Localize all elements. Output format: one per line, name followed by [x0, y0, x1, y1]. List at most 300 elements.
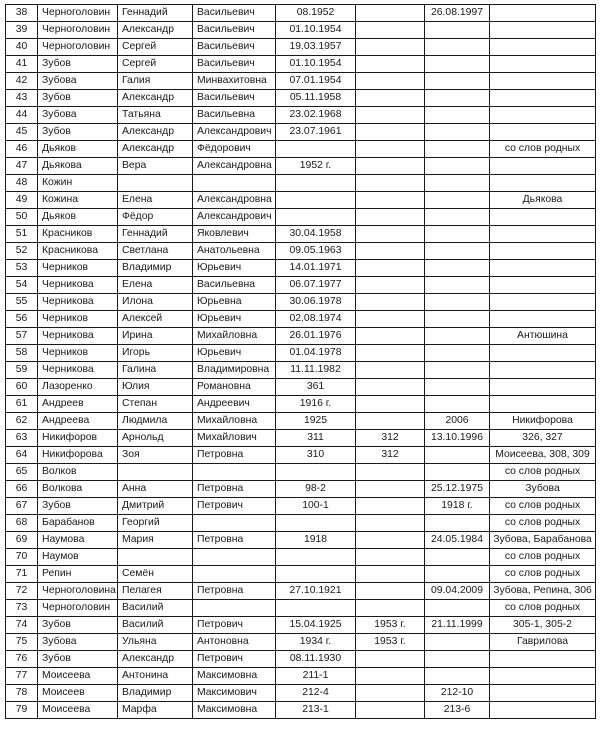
note-cell: со слов родных	[490, 549, 596, 566]
death-date-cell	[425, 651, 490, 668]
surname-cell: Зубова	[38, 107, 118, 124]
row-number-cell: 39	[6, 22, 38, 39]
note-cell: Зубова	[490, 481, 596, 498]
extra-record-cell	[356, 175, 425, 192]
table-row	[6, 124, 596, 141]
patronymic-cell	[193, 175, 276, 192]
death-date-cell	[425, 158, 490, 175]
extra-record-cell	[356, 413, 425, 430]
death-date-cell	[425, 22, 490, 39]
death-date-cell: 09.04.2009	[425, 583, 490, 600]
row-number-cell: 58	[6, 345, 38, 362]
note-cell	[490, 90, 596, 107]
patronymic-cell: Фёдорович	[193, 141, 276, 158]
table-row	[6, 396, 596, 413]
extra-record-cell: 1953 г.	[356, 617, 425, 634]
table-row	[6, 617, 596, 634]
extra-record-cell	[356, 702, 425, 719]
patronymic-cell: Петрович	[193, 617, 276, 634]
extra-record-cell	[356, 22, 425, 39]
note-cell: Антюшина	[490, 328, 596, 345]
table-row	[6, 226, 596, 243]
register-table	[5, 4, 596, 719]
note-cell	[490, 107, 596, 124]
patronymic-cell: Владимировна	[193, 362, 276, 379]
patronymic-cell: Петрович	[193, 498, 276, 515]
patronymic-cell: Васильевич	[193, 56, 276, 73]
birth-date-cell	[276, 141, 356, 158]
note-cell	[490, 260, 596, 277]
patronymic-cell: Максимовна	[193, 702, 276, 719]
note-cell	[490, 39, 596, 56]
first-name-cell: Игорь	[118, 345, 193, 362]
note-cell	[490, 685, 596, 702]
row-number-cell: 75	[6, 634, 38, 651]
note-cell	[490, 226, 596, 243]
birth-date-cell: 05.11.1958	[276, 90, 356, 107]
death-date-cell	[425, 192, 490, 209]
death-date-cell	[425, 56, 490, 73]
row-number-cell: 42	[6, 73, 38, 90]
first-name-cell: Геннадий	[118, 5, 193, 22]
note-cell: со слов родных	[490, 515, 596, 532]
first-name-cell: Ульяна	[118, 634, 193, 651]
register-table-body	[6, 5, 596, 719]
note-cell: со слов родных	[490, 498, 596, 515]
row-number-cell: 76	[6, 651, 38, 668]
patronymic-cell: Васильевна	[193, 107, 276, 124]
death-date-cell	[425, 209, 490, 226]
note-cell: со слов родных	[490, 566, 596, 583]
death-date-cell: 26.08.1997	[425, 5, 490, 22]
birth-date-cell: 310	[276, 447, 356, 464]
first-name-cell: Степан	[118, 396, 193, 413]
note-cell	[490, 294, 596, 311]
patronymic-cell: Петровна	[193, 481, 276, 498]
extra-record-cell	[356, 566, 425, 583]
row-number-cell: 68	[6, 515, 38, 532]
table-row	[6, 668, 596, 685]
surname-cell: Черноголовин	[38, 22, 118, 39]
first-name-cell: Алексей	[118, 311, 193, 328]
note-cell	[490, 158, 596, 175]
note-cell: Никифорова	[490, 413, 596, 430]
birth-date-cell: 09.05.1963	[276, 243, 356, 260]
row-number-cell: 60	[6, 379, 38, 396]
extra-record-cell: 1953 г.	[356, 634, 425, 651]
surname-cell: Волков	[38, 464, 118, 481]
death-date-cell	[425, 226, 490, 243]
note-cell: 326, 327	[490, 430, 596, 447]
first-name-cell	[118, 464, 193, 481]
first-name-cell: Анна	[118, 481, 193, 498]
table-row	[6, 73, 596, 90]
patronymic-cell: Романовна	[193, 379, 276, 396]
table-row	[6, 430, 596, 447]
death-date-cell: 24.05.1984	[425, 532, 490, 549]
patronymic-cell: Максимовна	[193, 668, 276, 685]
note-cell: Моисеева, 308, 309	[490, 447, 596, 464]
surname-cell: Черников	[38, 260, 118, 277]
patronymic-cell: Андреевич	[193, 396, 276, 413]
table-row	[6, 651, 596, 668]
surname-cell: Черникова	[38, 294, 118, 311]
patronymic-cell: Александровна	[193, 192, 276, 209]
surname-cell: Зубов	[38, 617, 118, 634]
surname-cell: Дьяков	[38, 209, 118, 226]
note-cell: со слов родных	[490, 600, 596, 617]
death-date-cell	[425, 39, 490, 56]
birth-date-cell: 98-2	[276, 481, 356, 498]
first-name-cell: Светлана	[118, 243, 193, 260]
extra-record-cell	[356, 532, 425, 549]
table-row	[6, 600, 596, 617]
extra-record-cell	[356, 311, 425, 328]
first-name-cell: Антонина	[118, 668, 193, 685]
first-name-cell: Арнольд	[118, 430, 193, 447]
table-row	[6, 107, 596, 124]
birth-date-cell: 1918	[276, 532, 356, 549]
patronymic-cell: Александрович	[193, 209, 276, 226]
extra-record-cell	[356, 651, 425, 668]
patronymic-cell: Александрович	[193, 124, 276, 141]
surname-cell: Наумова	[38, 532, 118, 549]
note-cell	[490, 22, 596, 39]
row-number-cell: 50	[6, 209, 38, 226]
table-row	[6, 192, 596, 209]
table-row	[6, 209, 596, 226]
first-name-cell: Василий	[118, 600, 193, 617]
birth-date-cell: 211-1	[276, 668, 356, 685]
extra-record-cell	[356, 158, 425, 175]
burial-register-sheet	[5, 4, 595, 719]
birth-date-cell: 07.01.1954	[276, 73, 356, 90]
table-row	[6, 90, 596, 107]
note-cell	[490, 379, 596, 396]
row-number-cell: 62	[6, 413, 38, 430]
extra-record-cell	[356, 362, 425, 379]
table-row	[6, 685, 596, 702]
first-name-cell	[118, 175, 193, 192]
note-cell: Зубова, Репина, 306	[490, 583, 596, 600]
death-date-cell	[425, 515, 490, 532]
table-row	[6, 566, 596, 583]
first-name-cell: Марфа	[118, 702, 193, 719]
birth-date-cell: 23.07.1961	[276, 124, 356, 141]
extra-record-cell	[356, 464, 425, 481]
surname-cell: Барабанов	[38, 515, 118, 532]
first-name-cell: Галия	[118, 73, 193, 90]
surname-cell: Кожин	[38, 175, 118, 192]
surname-cell: Кожина	[38, 192, 118, 209]
row-number-cell: 77	[6, 668, 38, 685]
row-number-cell: 73	[6, 600, 38, 617]
birth-date-cell	[276, 566, 356, 583]
death-date-cell	[425, 107, 490, 124]
row-number-cell: 54	[6, 277, 38, 294]
death-date-cell: 2006	[425, 413, 490, 430]
death-date-cell	[425, 260, 490, 277]
row-number-cell: 66	[6, 481, 38, 498]
death-date-cell	[425, 566, 490, 583]
extra-record-cell	[356, 277, 425, 294]
row-number-cell: 44	[6, 107, 38, 124]
table-row	[6, 328, 596, 345]
first-name-cell: Людмила	[118, 413, 193, 430]
extra-record-cell	[356, 498, 425, 515]
patronymic-cell	[193, 566, 276, 583]
death-date-cell: 13.10.1996	[425, 430, 490, 447]
first-name-cell: Илона	[118, 294, 193, 311]
note-cell	[490, 175, 596, 192]
row-number-cell: 78	[6, 685, 38, 702]
first-name-cell: Пелагея	[118, 583, 193, 600]
death-date-cell: 25.12.1975	[425, 481, 490, 498]
first-name-cell: Юлия	[118, 379, 193, 396]
death-date-cell: 1918 г.	[425, 498, 490, 515]
birth-date-cell: 08.11.1930	[276, 651, 356, 668]
note-cell	[490, 277, 596, 294]
table-row	[6, 583, 596, 600]
surname-cell: Зубова	[38, 73, 118, 90]
death-date-cell: 21.11.1999	[425, 617, 490, 634]
first-name-cell: Владимир	[118, 685, 193, 702]
surname-cell: Дьякова	[38, 158, 118, 175]
surname-cell: Наумов	[38, 549, 118, 566]
row-number-cell: 49	[6, 192, 38, 209]
extra-record-cell	[356, 192, 425, 209]
first-name-cell: Елена	[118, 192, 193, 209]
note-cell: Дьякова	[490, 192, 596, 209]
first-name-cell: Александр	[118, 22, 193, 39]
extra-record-cell	[356, 107, 425, 124]
surname-cell: Зубов	[38, 124, 118, 141]
first-name-cell: Мария	[118, 532, 193, 549]
table-row	[6, 702, 596, 719]
first-name-cell: Ирина	[118, 328, 193, 345]
birth-date-cell: 1916 г.	[276, 396, 356, 413]
row-number-cell: 45	[6, 124, 38, 141]
birth-date-cell: 19.03.1957	[276, 39, 356, 56]
death-date-cell	[425, 634, 490, 651]
table-row	[6, 498, 596, 515]
surname-cell: Черников	[38, 311, 118, 328]
patronymic-cell	[193, 515, 276, 532]
row-number-cell: 61	[6, 396, 38, 413]
row-number-cell: 56	[6, 311, 38, 328]
patronymic-cell: Юрьевна	[193, 294, 276, 311]
extra-record-cell	[356, 90, 425, 107]
note-cell	[490, 243, 596, 260]
death-date-cell	[425, 447, 490, 464]
note-cell	[490, 209, 596, 226]
row-number-cell: 38	[6, 5, 38, 22]
surname-cell: Моисеева	[38, 702, 118, 719]
patronymic-cell: Михайловна	[193, 328, 276, 345]
surname-cell: Черноголовина	[38, 583, 118, 600]
birth-date-cell: 01.10.1954	[276, 56, 356, 73]
birth-date-cell: 06.07.1977	[276, 277, 356, 294]
extra-record-cell: 312	[356, 447, 425, 464]
first-name-cell: Александр	[118, 124, 193, 141]
patronymic-cell: Петрович	[193, 651, 276, 668]
patronymic-cell: Михайлович	[193, 430, 276, 447]
surname-cell: Андреев	[38, 396, 118, 413]
note-cell	[490, 345, 596, 362]
death-date-cell	[425, 90, 490, 107]
table-row	[6, 277, 596, 294]
birth-date-cell: 1952 г.	[276, 158, 356, 175]
birth-date-cell	[276, 175, 356, 192]
extra-record-cell	[356, 379, 425, 396]
patronymic-cell: Александровна	[193, 158, 276, 175]
death-date-cell	[425, 668, 490, 685]
extra-record-cell	[356, 243, 425, 260]
first-name-cell: Вера	[118, 158, 193, 175]
extra-record-cell	[356, 5, 425, 22]
row-number-cell: 52	[6, 243, 38, 260]
first-name-cell: Елена	[118, 277, 193, 294]
patronymic-cell: Юрьевич	[193, 260, 276, 277]
note-cell	[490, 702, 596, 719]
note-cell	[490, 668, 596, 685]
patronymic-cell: Васильевич	[193, 90, 276, 107]
surname-cell: Моисеева	[38, 668, 118, 685]
death-date-cell	[425, 243, 490, 260]
table-row	[6, 141, 596, 158]
table-row	[6, 413, 596, 430]
extra-record-cell	[356, 481, 425, 498]
surname-cell: Черников	[38, 345, 118, 362]
first-name-cell: Александр	[118, 141, 193, 158]
extra-record-cell	[356, 345, 425, 362]
surname-cell: Репин	[38, 566, 118, 583]
extra-record-cell	[356, 226, 425, 243]
table-row	[6, 260, 596, 277]
first-name-cell: Сергей	[118, 56, 193, 73]
extra-record-cell	[356, 209, 425, 226]
row-number-cell: 43	[6, 90, 38, 107]
extra-record-cell	[356, 294, 425, 311]
table-row	[6, 549, 596, 566]
row-number-cell: 71	[6, 566, 38, 583]
note-cell	[490, 651, 596, 668]
surname-cell: Андреева	[38, 413, 118, 430]
patronymic-cell: Васильевич	[193, 39, 276, 56]
row-number-cell: 57	[6, 328, 38, 345]
first-name-cell: Александр	[118, 651, 193, 668]
patronymic-cell: Юрьевич	[193, 311, 276, 328]
birth-date-cell	[276, 192, 356, 209]
patronymic-cell: Минвахитовна	[193, 73, 276, 90]
patronymic-cell	[193, 464, 276, 481]
first-name-cell: Семён	[118, 566, 193, 583]
birth-date-cell	[276, 600, 356, 617]
surname-cell: Лазоренко	[38, 379, 118, 396]
death-date-cell	[425, 396, 490, 413]
extra-record-cell	[356, 685, 425, 702]
birth-date-cell: 23.02.1968	[276, 107, 356, 124]
death-date-cell	[425, 549, 490, 566]
first-name-cell: Василий	[118, 617, 193, 634]
row-number-cell: 46	[6, 141, 38, 158]
surname-cell: Черноголовин	[38, 5, 118, 22]
table-row	[6, 311, 596, 328]
row-number-cell: 51	[6, 226, 38, 243]
birth-date-cell	[276, 515, 356, 532]
row-number-cell: 47	[6, 158, 38, 175]
first-name-cell: Татьяна	[118, 107, 193, 124]
row-number-cell: 69	[6, 532, 38, 549]
surname-cell: Красников	[38, 226, 118, 243]
birth-date-cell: 14.01.1971	[276, 260, 356, 277]
extra-record-cell: 312	[356, 430, 425, 447]
row-number-cell: 72	[6, 583, 38, 600]
row-number-cell: 67	[6, 498, 38, 515]
patronymic-cell: Яковлевич	[193, 226, 276, 243]
birth-date-cell: 1934 г.	[276, 634, 356, 651]
extra-record-cell	[356, 600, 425, 617]
table-row	[6, 532, 596, 549]
extra-record-cell	[356, 73, 425, 90]
extra-record-cell	[356, 668, 425, 685]
extra-record-cell	[356, 549, 425, 566]
birth-date-cell	[276, 209, 356, 226]
note-cell: со слов родных	[490, 464, 596, 481]
table-row	[6, 515, 596, 532]
table-row	[6, 634, 596, 651]
table-row	[6, 22, 596, 39]
surname-cell: Никифорова	[38, 447, 118, 464]
patronymic-cell: Михайловна	[193, 413, 276, 430]
death-date-cell	[425, 124, 490, 141]
extra-record-cell	[356, 396, 425, 413]
note-cell: Зубова, Барабанова	[490, 532, 596, 549]
patronymic-cell	[193, 600, 276, 617]
table-row	[6, 158, 596, 175]
note-cell	[490, 5, 596, 22]
table-row	[6, 5, 596, 22]
extra-record-cell	[356, 328, 425, 345]
death-date-cell	[425, 600, 490, 617]
birth-date-cell: 311	[276, 430, 356, 447]
row-number-cell: 41	[6, 56, 38, 73]
extra-record-cell	[356, 515, 425, 532]
birth-date-cell: 30.04.1958	[276, 226, 356, 243]
surname-cell: Черникова	[38, 328, 118, 345]
note-cell	[490, 311, 596, 328]
death-date-cell	[425, 328, 490, 345]
surname-cell: Зубов	[38, 498, 118, 515]
death-date-cell: 212-10	[425, 685, 490, 702]
table-row	[6, 379, 596, 396]
birth-date-cell: 02.08.1974	[276, 311, 356, 328]
first-name-cell: Георгий	[118, 515, 193, 532]
birth-date-cell: 08.1952	[276, 5, 356, 22]
surname-cell: Зубова	[38, 634, 118, 651]
row-number-cell: 74	[6, 617, 38, 634]
extra-record-cell	[356, 260, 425, 277]
patronymic-cell: Антоновна	[193, 634, 276, 651]
patronymic-cell: Петровна	[193, 583, 276, 600]
first-name-cell: Александр	[118, 90, 193, 107]
note-cell	[490, 362, 596, 379]
death-date-cell	[425, 294, 490, 311]
first-name-cell: Галина	[118, 362, 193, 379]
extra-record-cell	[356, 56, 425, 73]
surname-cell: Моисеев	[38, 685, 118, 702]
table-row	[6, 294, 596, 311]
